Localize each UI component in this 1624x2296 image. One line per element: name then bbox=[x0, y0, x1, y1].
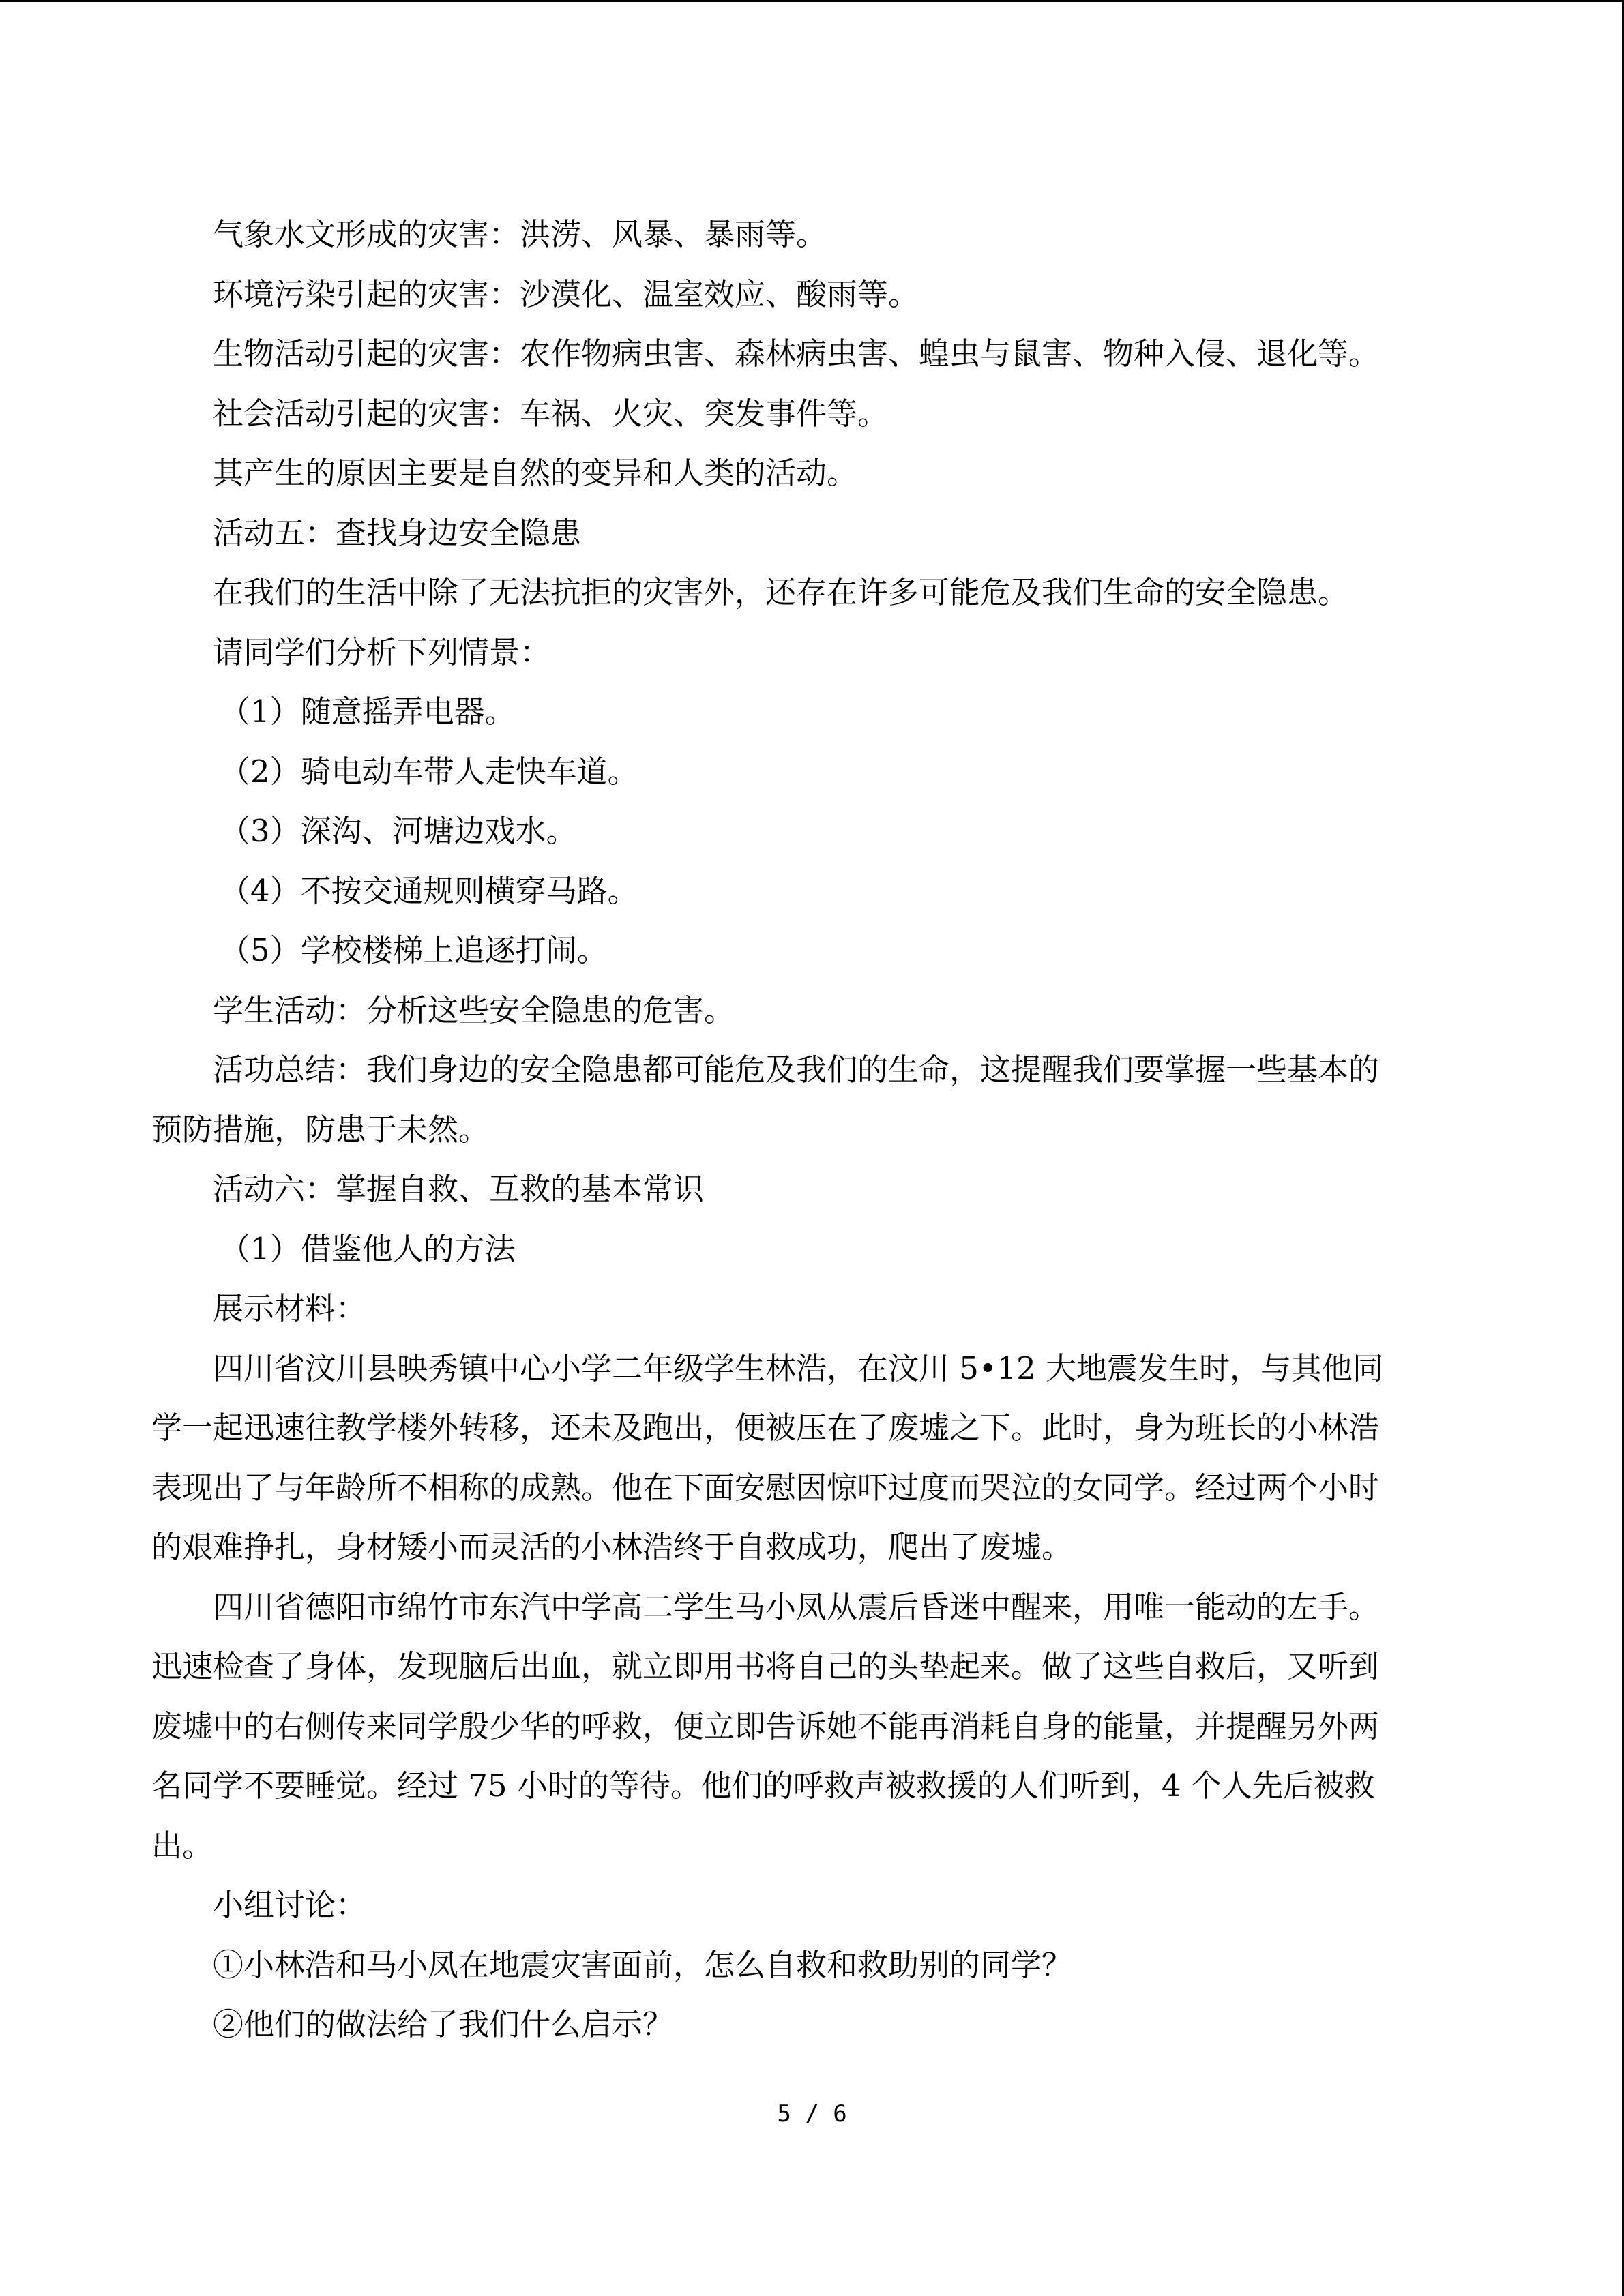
paragraph-line: ①小林浩和马小凤在地震灾害面前，怎么自救和救助别的同学？ bbox=[213, 1946, 1073, 1983]
paragraph-line: 学一起迅速往教学楼外转移，还未及跑出，便被压在了废墟之下。此时，身为班长的小林浩 bbox=[151, 1410, 1380, 1446]
paragraph-line: ②他们的做法给了我们什么启示？ bbox=[213, 2006, 674, 2042]
paragraph-line: 预防措施，防患于未然。 bbox=[151, 1111, 490, 1148]
paragraph-line: 社会活动引起的灾害：车祸、火灾、突发事件等。 bbox=[213, 395, 889, 432]
list-item: （3）深沟、河塘边戏水。 bbox=[220, 813, 577, 849]
list-item: （5）学校楼梯上追逐打闹。 bbox=[220, 932, 608, 968]
paragraph-line: 活功总结：我们身边的安全隐患都可能危及我们的生命，这提醒我们要掌握一些基本的 bbox=[213, 1052, 1380, 1088]
paragraph-line: 废墟中的右侧传来同学殷少华的呼救，便立即告诉她不能再消耗自身的能量，并提醒另外两 bbox=[151, 1708, 1380, 1744]
list-item: （4）不按交通规则横穿马路。 bbox=[220, 872, 638, 909]
subsection-heading: （1）借鉴他人的方法 bbox=[220, 1230, 516, 1267]
paragraph-line: 表现出了与年龄所不相称的成熟。他在下面安慰因惊吓过度而哭泣的女同学。经过两个小时 bbox=[151, 1469, 1380, 1506]
paragraph-line: 学生活动：分析这些安全隐患的危害。 bbox=[213, 992, 735, 1028]
paragraph-line: 迅速检查了身体，发现脑后出血，就立即用书将自己的头垫起来。做了这些自救后，又听到 bbox=[151, 1648, 1380, 1684]
list-item: （1）随意摇弄电器。 bbox=[220, 694, 516, 730]
paragraph-line: 生物活动引起的灾害：农作物病虫害、森林病虫害、蝗虫与鼠害、物种入侵、退化等。 bbox=[213, 336, 1380, 372]
paragraph-line: 四川省汶川县映秀镇中心小学二年级学生林浩，在汶川 5•12 大地震发生时，与其他同 bbox=[213, 1350, 1384, 1386]
section-heading: 活动六：掌握自救、互救的基本常识 bbox=[213, 1171, 705, 1207]
paragraph-line: 环境污染引起的灾害：沙漠化、温室效应、酸雨等。 bbox=[213, 275, 919, 312]
section-heading: 活动五：查找身边安全隐患 bbox=[213, 514, 582, 551]
paragraph-line: 的艰难挣扎，身材矮小而灵活的小林浩终于自救成功，爬出了废墟。 bbox=[151, 1529, 1073, 1565]
top-border-line bbox=[0, 0, 1624, 2]
paragraph-line: 其产生的原因主要是自然的变异和人类的活动。 bbox=[213, 455, 858, 491]
paragraph-line: 在我们的生活中除了无法抗拒的灾害外，还存在许多可能危及我们生命的安全隐患。 bbox=[213, 574, 1349, 610]
paragraph-line: 气象水文形成的灾害：洪涝、风暴、暴雨等。 bbox=[213, 216, 827, 252]
page-number: 5 / 6 bbox=[777, 2100, 847, 2128]
paragraph-line: 请同学们分析下列情景： bbox=[213, 633, 551, 670]
document-body bbox=[151, 205, 1461, 2055]
paragraph-line: 四川省德阳市绵竹市东汽中学高二学生马小凤从震后昏迷中醒来，用唯一能动的左手。 bbox=[213, 1588, 1380, 1625]
paragraph-line: 出。 bbox=[151, 1827, 213, 1864]
paragraph-line: 展示材料： bbox=[213, 1290, 367, 1326]
list-item: （2）骑电动车带人走快车道。 bbox=[220, 753, 638, 790]
paragraph-line: 小组讨论： bbox=[213, 1887, 367, 1923]
paragraph-line: 名同学不要睡觉。经过 75 小时的等待。他们的呼救声被救援的人们听到，4 个人先后被救 bbox=[151, 1768, 1375, 1804]
